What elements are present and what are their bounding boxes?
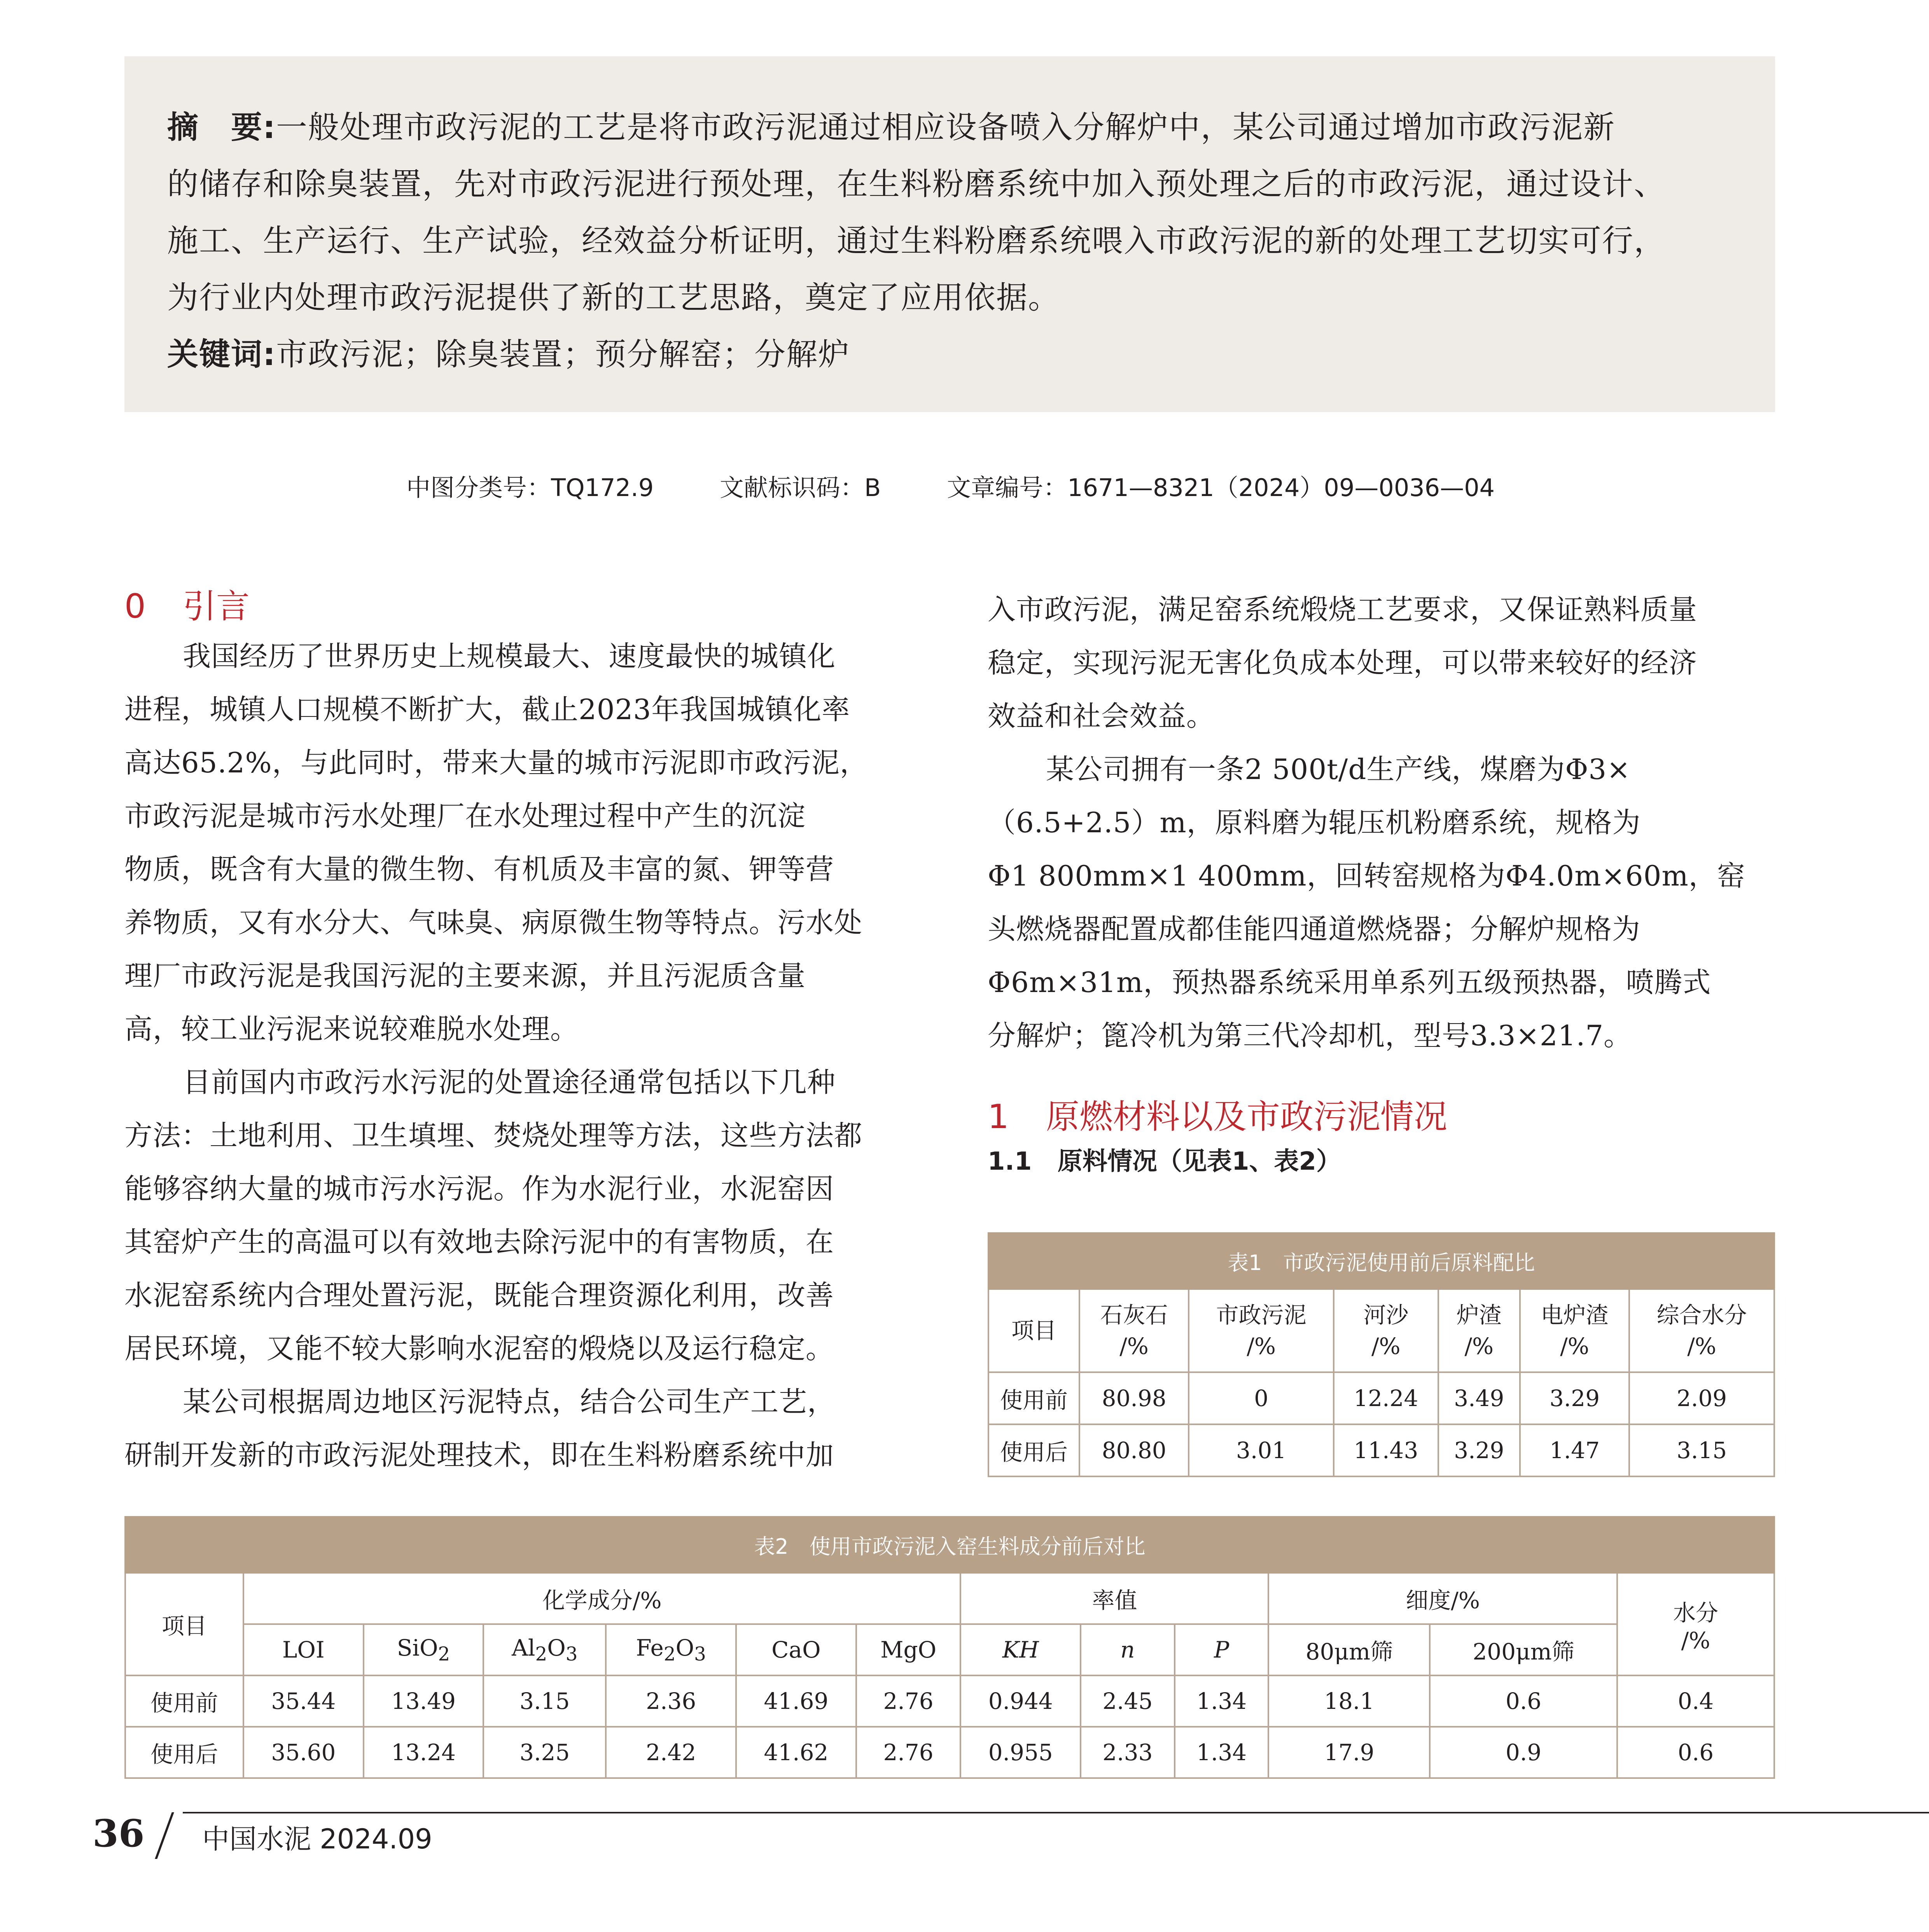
table-cell: 2.42 bbox=[606, 1727, 736, 1778]
para-line: 进程，城镇人口规模不断扩大，截止2023年我国城镇化率 bbox=[124, 693, 850, 726]
table-cell: 3.25 bbox=[483, 1727, 606, 1778]
table-1 bbox=[988, 1232, 1775, 1477]
table-cell: 0.6 bbox=[1430, 1675, 1617, 1727]
abstract-line-2: 的储存和除臭装置，先对市政污泥进行预处理，在生料粉磨系统中加入预处理之后的市政污泥，通过设计、 bbox=[167, 166, 1666, 202]
row-label: 使用后 bbox=[125, 1727, 243, 1778]
para-line: （6.5+2.5）m，原料磨为辊压机粉磨系统，规格为 bbox=[988, 806, 1641, 839]
para-line: 其窑炉产生的高温可以有效地去除污泥中的有害物质，在 bbox=[124, 1226, 834, 1258]
table-cell: 0.944 bbox=[960, 1675, 1081, 1727]
table-cell: 13.49 bbox=[364, 1675, 484, 1727]
table-cell: 12.24 bbox=[1334, 1372, 1438, 1424]
para-line: Φ6m×31m，预热器系统采用单系列五级预热器，喷腾式 bbox=[988, 966, 1711, 999]
footer-rule bbox=[183, 1812, 1929, 1813]
article-number: 文章编号：1671—8321（2024）09—0036—04 bbox=[947, 473, 1495, 502]
table-cell: 2.76 bbox=[856, 1727, 961, 1778]
table-header: SiO$_2$ bbox=[364, 1624, 484, 1675]
row-label: 使用前 bbox=[125, 1675, 243, 1727]
clc-number: 中图分类号：TQ172.9 bbox=[406, 473, 654, 502]
para-line: 效益和社会效益。 bbox=[988, 700, 1215, 732]
table-header: P bbox=[1175, 1624, 1269, 1675]
table-cell: 11.43 bbox=[1334, 1424, 1438, 1476]
table-cell: 3.15 bbox=[483, 1675, 606, 1727]
para-line: 目前国内市政污水污泥的处置途径通常包括以下几种 bbox=[183, 1066, 836, 1099]
table-cell: 2.45 bbox=[1081, 1675, 1175, 1727]
journal-name: 中国水泥 2024.09 bbox=[202, 1823, 432, 1855]
footer-slash bbox=[155, 1812, 174, 1859]
para-line: 某公司根据周边地区污泥特点，结合公司生产工艺， bbox=[183, 1385, 836, 1418]
table-header: 炉渣 /% bbox=[1438, 1289, 1520, 1372]
section-title: 原燃材料以及市政污泥情况 bbox=[1046, 1097, 1447, 1136]
para-line: Φ1 800mm×1 400mm，回转窑规格为Φ4.0m×60m，窑 bbox=[988, 859, 1745, 892]
table-header: 市政污泥 /% bbox=[1189, 1289, 1334, 1372]
abstract-line-3: 施工、生产运行、生产试验，经效益分析证明，通过生料粉磨系统喂入市政污泥的新的处理工艺切实可行， bbox=[167, 223, 1666, 259]
table-cell: 2.33 bbox=[1081, 1727, 1175, 1778]
table-header: $Fe_2O_3$ bbox=[606, 1624, 736, 1675]
para-line: 某公司拥有一条2 500t/d生产线，煤磨为Φ3× bbox=[1046, 753, 1631, 786]
table-row bbox=[125, 1675, 1774, 1727]
subsection-1-1-heading bbox=[988, 1140, 1781, 1183]
table-cell: 41.69 bbox=[736, 1675, 856, 1727]
para-line: 物质，既含有大量的微生物、有机质及丰富的氮、钾等营 bbox=[124, 853, 834, 886]
table-cell: 0.6 bbox=[1617, 1727, 1774, 1778]
table-group-header: 细度/% bbox=[1268, 1573, 1617, 1624]
table-header: 电炉渣 /% bbox=[1520, 1289, 1629, 1372]
subsection-title: 原料情况（见表1、表2） bbox=[1058, 1147, 1341, 1176]
table-cell: 2.76 bbox=[856, 1675, 961, 1727]
table-row bbox=[125, 1727, 1774, 1778]
table-header: LOI bbox=[243, 1624, 364, 1675]
table-cell: 2.09 bbox=[1629, 1372, 1774, 1424]
table-cell: 3.29 bbox=[1438, 1424, 1520, 1476]
table-group-header: 率值 bbox=[960, 1573, 1268, 1624]
table-1-caption: 表1 市政污泥使用前后原料配比 bbox=[988, 1233, 1774, 1289]
para-line: 稳定，实现污泥无害化负成本处理，可以带来较好的经济 bbox=[988, 646, 1698, 679]
row-label: 使用前 bbox=[988, 1372, 1079, 1424]
abstract-line-1 bbox=[167, 99, 1732, 156]
row-label: 使用后 bbox=[988, 1424, 1079, 1476]
table-header: CaO bbox=[736, 1624, 856, 1675]
table-cell: 17.9 bbox=[1268, 1727, 1430, 1778]
section-0-heading bbox=[124, 583, 918, 630]
document-code: 文献标识码：B bbox=[719, 473, 881, 502]
para-line: 养物质，又有水分大、气味臭、病原微生物等特点。污水处 bbox=[124, 906, 863, 939]
table-cell: 0 bbox=[1189, 1372, 1334, 1424]
right-column bbox=[988, 583, 1781, 1183]
section-number: 1 bbox=[988, 1097, 1009, 1136]
table-header: 项目 bbox=[988, 1289, 1079, 1372]
left-column bbox=[124, 583, 918, 1482]
table-header: 200μm筛 bbox=[1430, 1624, 1617, 1675]
table-header: MgO bbox=[856, 1624, 961, 1675]
section-1-heading bbox=[988, 1094, 1781, 1140]
table-cell: 0.955 bbox=[960, 1727, 1081, 1778]
para-line: 高，较工业污泥来说较难脱水处理。 bbox=[124, 1013, 579, 1045]
para-line: 我国经历了世界历史上规模最大、速度最快的城镇化 bbox=[183, 640, 836, 673]
table-group-header: 化学成分/% bbox=[243, 1573, 960, 1624]
abstract-label: 摘 要: bbox=[167, 109, 276, 145]
table-cell: 1.34 bbox=[1175, 1727, 1269, 1778]
section-title: 引言 bbox=[183, 587, 250, 626]
table-header: 项目 bbox=[125, 1573, 243, 1675]
table-header: KH bbox=[960, 1624, 1081, 1675]
table-cell: 1.34 bbox=[1175, 1675, 1269, 1727]
keywords-label: 关键词: bbox=[167, 336, 276, 372]
table-header: n bbox=[1081, 1624, 1175, 1675]
table-cell: 2.36 bbox=[606, 1675, 736, 1727]
table-header: 综合水分 /% bbox=[1629, 1289, 1774, 1372]
abstract-text: 一般处理市政污泥的工艺是将市政污泥通过相应设备喷入分解炉中，某公司通过增加市政污泥新 bbox=[276, 109, 1615, 145]
abstract-box bbox=[124, 56, 1775, 412]
abstract-line-4: 为行业内处理市政污泥提供了新的工艺思路，奠定了应用依据。 bbox=[167, 279, 1060, 316]
table-cell: 3.29 bbox=[1520, 1372, 1629, 1424]
para-line: 高达65.2%，与此同时，带来大量的城市污泥即市政污泥， bbox=[124, 746, 868, 779]
table-cell: 35.44 bbox=[243, 1675, 364, 1727]
table-header: 80μm筛 bbox=[1268, 1624, 1430, 1675]
table-cell: 3.15 bbox=[1629, 1424, 1774, 1476]
table-header: $Al_2O_3$ bbox=[483, 1624, 606, 1675]
para-line: 头燃烧器配置成都佳能四通道燃烧器；分解炉规格为 bbox=[988, 913, 1641, 945]
para-line: 方法：土地利用、卫生填埋、焚烧处理等方法，这些方法都 bbox=[124, 1119, 863, 1152]
para-line: 居民环境，又能不较大影响水泥窑的煅烧以及运行稳定。 bbox=[124, 1332, 834, 1365]
subsection-number: 1.1 bbox=[988, 1147, 1032, 1176]
section-number: 0 bbox=[124, 587, 146, 626]
table-cell: 13.24 bbox=[364, 1727, 484, 1778]
table-row bbox=[988, 1372, 1774, 1424]
table-cell: 0.9 bbox=[1430, 1727, 1617, 1778]
table-cell: 41.62 bbox=[736, 1727, 856, 1778]
para-line: 分解炉；篦冷机为第三代冷却机，型号3.3×21.7。 bbox=[988, 1019, 1632, 1052]
para-line: 理厂市政污泥是我国污泥的主要来源，并且污泥质含量 bbox=[124, 959, 806, 992]
keywords-line bbox=[167, 326, 1732, 383]
table-cell: 35.60 bbox=[243, 1727, 364, 1778]
table-cell: 3.01 bbox=[1189, 1424, 1334, 1476]
table-cell: 0.4 bbox=[1617, 1675, 1774, 1727]
table-2-caption: 表2 使用市政污泥入窑生料成分前后对比 bbox=[125, 1517, 1774, 1573]
table-cell: 18.1 bbox=[1268, 1675, 1430, 1727]
table-cell: 80.80 bbox=[1079, 1424, 1189, 1476]
table-row bbox=[988, 1424, 1774, 1476]
para-line: 入市政污泥，满足窑系统煅烧工艺要求，又保证熟料质量 bbox=[988, 593, 1698, 626]
table-2 bbox=[124, 1516, 1775, 1779]
classification-line bbox=[406, 468, 1553, 503]
para-line: 市政污泥是城市污水处理厂在水处理过程中产生的沉淀 bbox=[124, 800, 806, 832]
table-cell: 1.47 bbox=[1520, 1424, 1629, 1476]
table-cell: 80.98 bbox=[1079, 1372, 1189, 1424]
table-header: 河沙 /% bbox=[1334, 1289, 1438, 1372]
para-line: 水泥窑系统内合理处置污泥，既能合理资源化利用，改善 bbox=[124, 1279, 834, 1312]
table-cell: 3.49 bbox=[1438, 1372, 1520, 1424]
keywords-text: 市政污泥；除臭装置；预分解窑；分解炉 bbox=[276, 336, 850, 372]
para-line: 研制开发新的市政污泥处理技术，即在生料粉磨系统中加 bbox=[124, 1439, 834, 1471]
page-number: 36 bbox=[93, 1811, 145, 1855]
para-line: 能够容纳大量的城市污水污泥。作为水泥行业，水泥窑因 bbox=[124, 1172, 834, 1205]
table-header: 水分 /% bbox=[1617, 1573, 1774, 1675]
table-header: 石灰石 /% bbox=[1079, 1289, 1189, 1372]
